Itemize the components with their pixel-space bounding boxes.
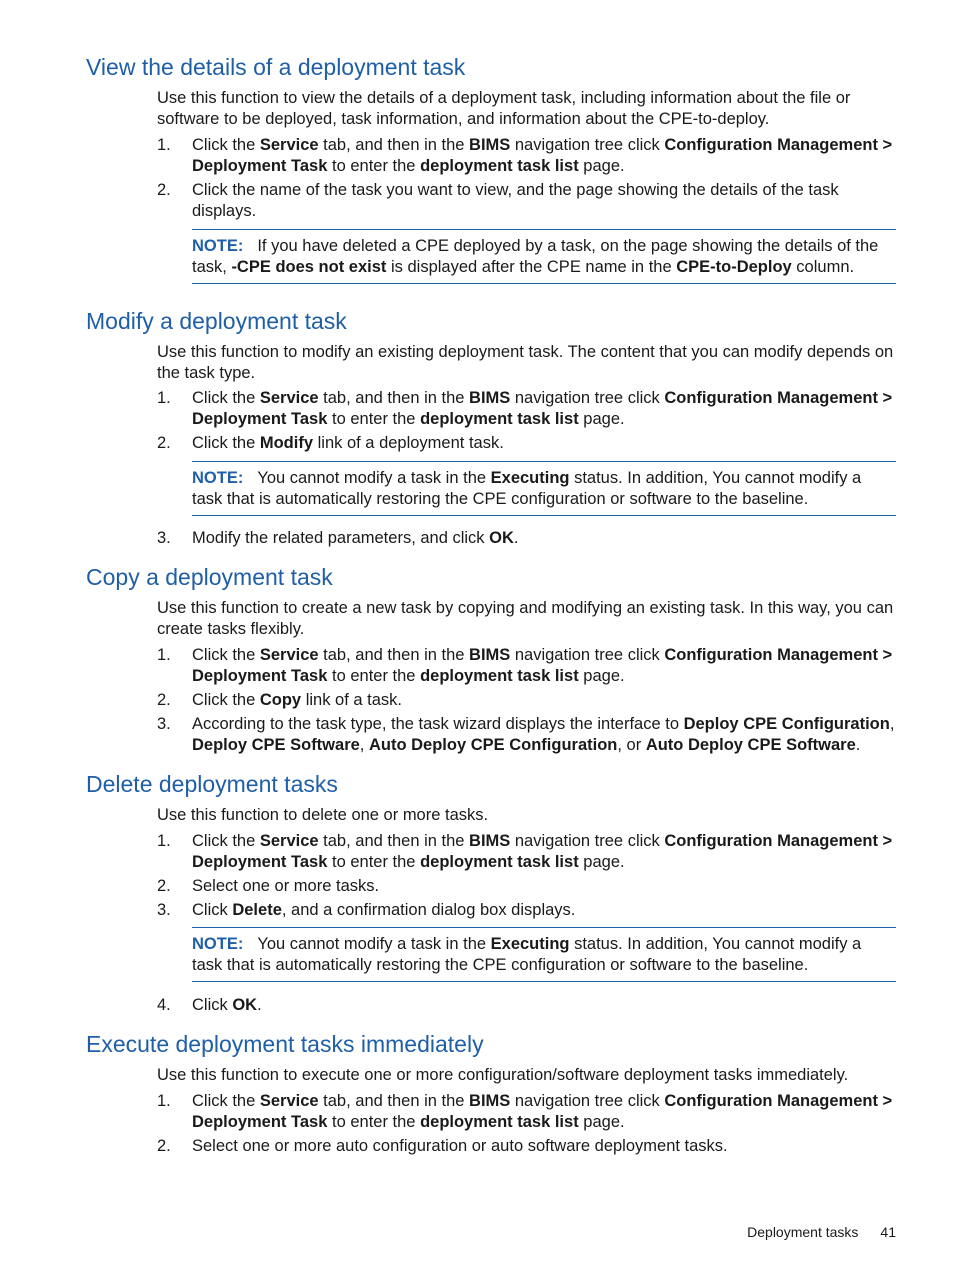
delete-intro: Use this function to delete one or more tasks. [157,806,489,824]
section-title-view: View the details of a deployment task [86,54,466,80]
execute-intro: Use this function to execute one or more configuration/software deployment tasks immediately. [157,1066,849,1084]
note-label: NOTE: [192,469,244,487]
view-note: NOTE: If you have deleted a CPE deployed by a task, on the page showing the details of the task, -CPE does not exist is displayed after the CPE name in the CPE-to-Deploy column. [192,229,896,284]
section-title-execute: Execute deployment tasks immediately [86,1031,484,1057]
page-number: 41 [880,1224,896,1240]
modify-note: NOTE: You cannot modify a task in the Executing status. In addition, You cannot modify a task that is automatically restoring the CPE configuration or software to the baseline. [192,461,896,516]
section-title-modify: Modify a deployment task [86,308,347,334]
delete-note: NOTE: You cannot modify a task in the Executing status. In addition, You cannot modify a task that is automatically restoring the CPE configuration or software to the baseline. [192,927,896,982]
section-title-copy: Copy a deployment task [86,564,333,590]
note-label: NOTE: [192,237,244,255]
note-label: NOTE: [192,935,244,953]
view-intro: Use this function to view the details of a deployment task, including information about the file or software to be deployed, task information, and information about the CPE-to-deploy. [157,89,851,128]
manual-page: View the details of a deployment task Use this function to view the details of a deployment task, including information about the file or software to be deployed, task information, and information about the CPE-to-deploy. 1. Click the Service tab, and then in the BIMS navigation tree click Configuration Management > Deployment Task to enter the deployment task list page. 2. Click the name of the task you want to view, and the page showing the details of the task displays. NOTE: If you have deleted a CPE deployed by a task, on the page showing the details of the task, -CPE does not exist is displayed after the CPE name in the CPE-to-Deploy column. Modify a deployment task Use this function to modify an existing deployment task. The content that you can modify depends on the task type. 1. Click the Service tab, and then in the BIMS navigation tree click Configuration Management > Deployment Task to enter the deployment task list page. 2. Click the Modify link of a deployment task. NOTE: You cannot modify a task in the Executing status. In addition, You cannot modify a task that is automatically restoring the CPE configuration or software to the baseline. 3. Modify the related parameters, and click OK. Copy a deployment task Use this function to create a new task by copying and modifying an existing task. In this way, you can create tasks flexibly. 1. Click the Service tab, and then in the BIMS navigation tree click Configuration Management > Deployment Task to enter the deployment task list page. 2. Click the Copy link of a task. 3. According to the task type, the task wizard displays the interface to Deploy CPE Configuration, Deploy CPE Software, Auto Deploy CPE Configuration, or Auto Deploy CPE Software. Delete deployment tasks Use this function to delete one or more tasks. 1. Click the Service tab, and then in the BIMS navigation tree click Configuration Management > Deployment Task to enter the deployment task list page. 2. Select one or more tasks. 3. Click Delete, and a confirmation dialog box displays. NOTE: You cannot modify a task in the Executing status. In addition, You cannot modify a task that is automatically restoring the CPE configuration or software to the baseline. 4. Click OK. Execute deployment tasks immediately Use this function to execute one or more configuration/software deployment tasks immediately. 1. Click the Service tab, and then in the BIMS navigation tree click Configuration Management > Deployment Task to enter the deployment task list page. 2. Select one or more auto configuration or auto software deployment tasks. Deployment tasks 41 [0,0,954,1271]
copy-intro: Use this function to create a new task by copying and modifying an existing task. In this way, you can create tasks flexibly. [157,599,894,638]
modify-intro: Use this function to modify an existing deployment task. The content that you can modify depends on the task type. [157,343,894,382]
footer-chapter: Deployment tasks [747,1224,859,1240]
section-title-delete: Delete deployment tasks [86,771,338,797]
page-footer [747,1222,896,1243]
